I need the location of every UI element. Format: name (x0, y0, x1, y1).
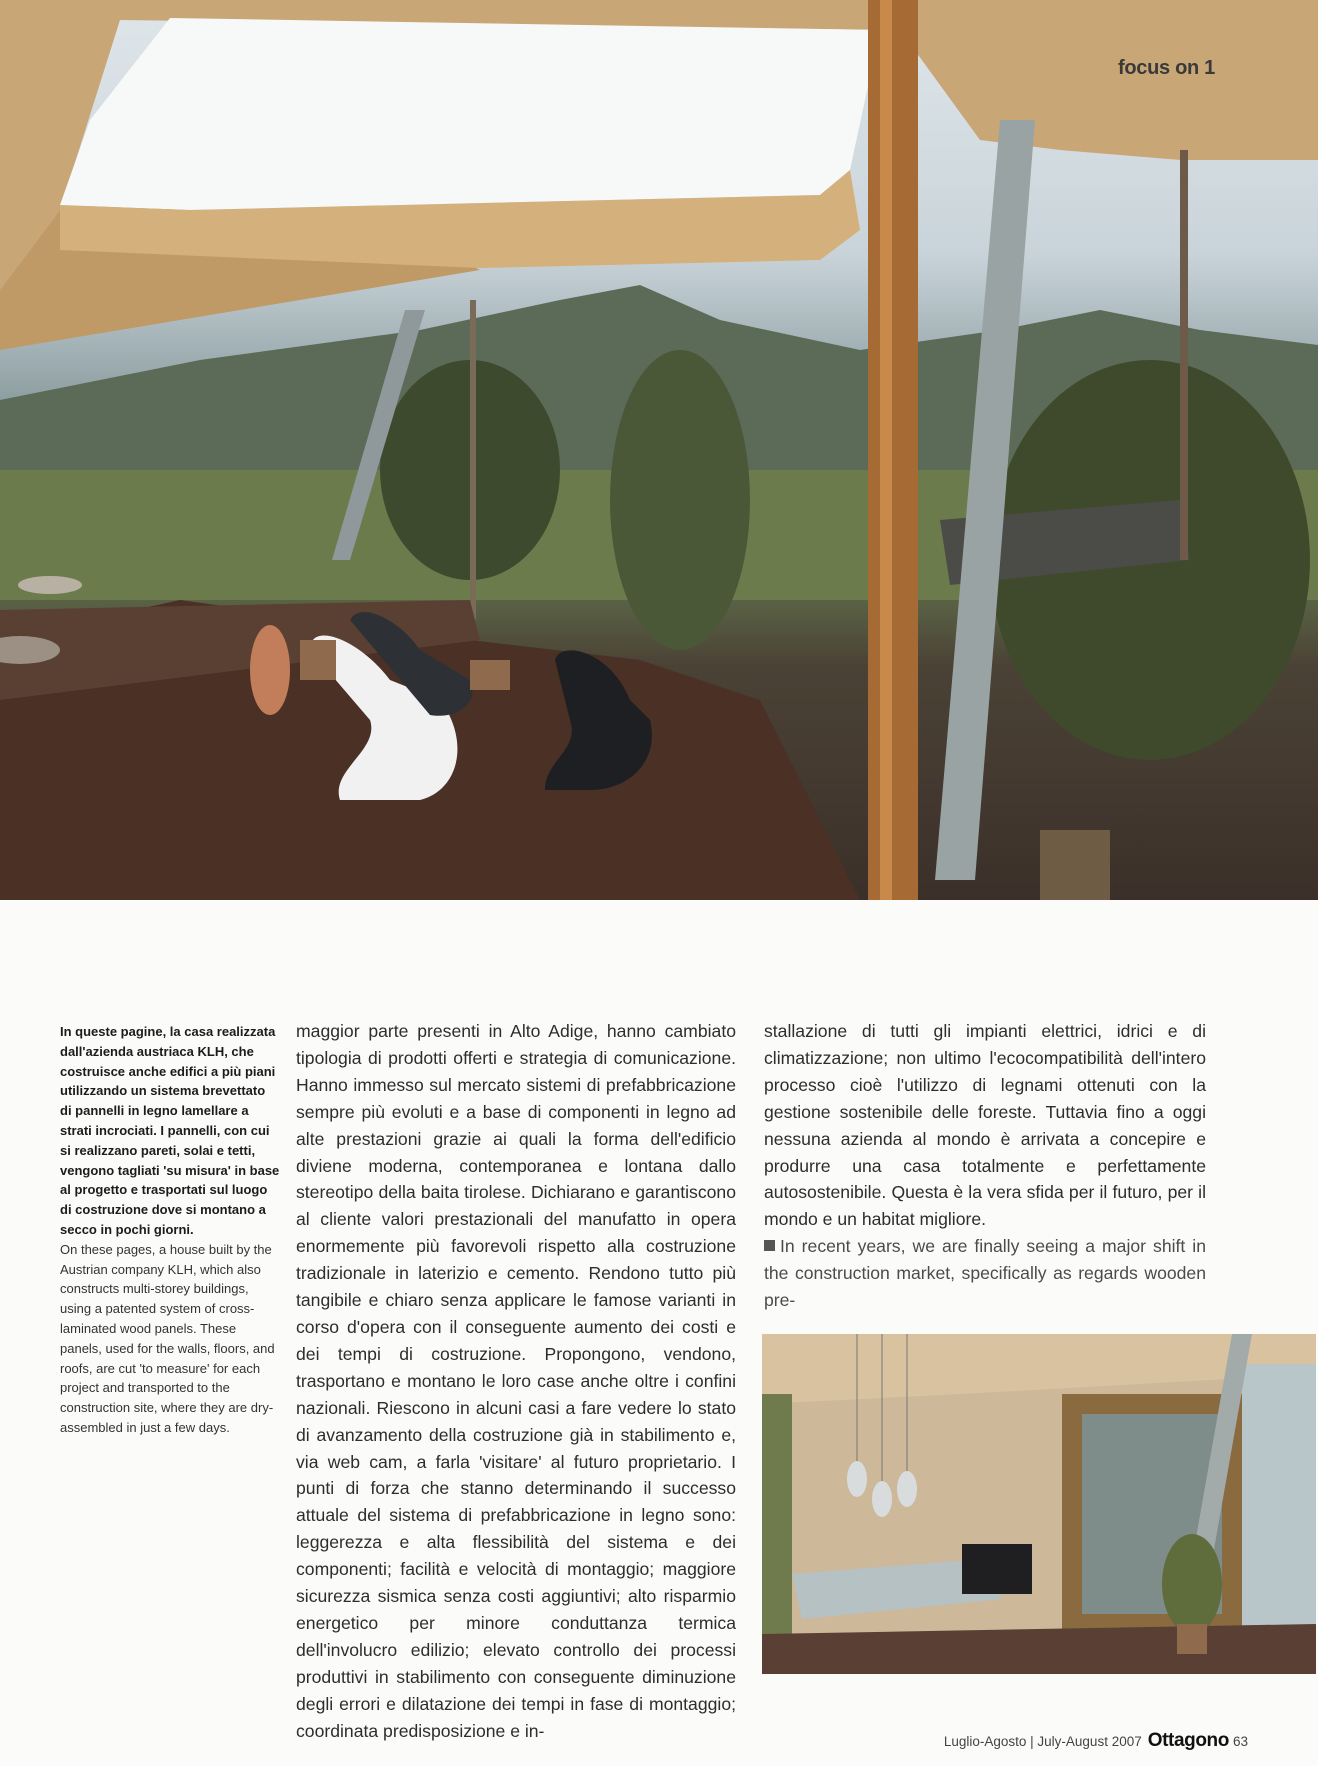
section-label: focus on 1 (1118, 57, 1216, 79)
plant-pot (470, 660, 510, 690)
english-marker-square (764, 1240, 775, 1251)
pendant-lamp (897, 1471, 917, 1507)
dining-room-illustration (762, 1334, 1316, 1674)
body-column-right (764, 1018, 1206, 1311)
potted-plant (1162, 1534, 1222, 1634)
glass-mullion (1180, 150, 1188, 560)
body-right-italian: stallazione di tutti gli impianti elettrici, idrici e di climatizzazione; non ultimo l'ecocompatibilità dell'intero processo cioè l'utilizzo di legnami ottenuti con la gestione sostenibile delle foreste. Tuttavia fino a oggi nessuna azienda al mondo è arrivata a concepire e produrre una casa totalmente e perfettamente autosostenibile. Questa è la vera sfida per il futuro, per il mondo e un habitat migliore. (764, 1021, 1206, 1230)
magazine-name: Ottagono (1147, 1730, 1229, 1751)
body-right-english: In recent years, we are finally seeing a major shift in the construction market, specifically as regards wooden pre- (764, 1236, 1206, 1311)
plant-pot (1177, 1624, 1207, 1654)
page-footer (944, 1730, 1248, 1752)
dining-room-photo (762, 1334, 1316, 1674)
pendant-lamp (847, 1461, 867, 1497)
black-chairs (962, 1544, 1032, 1594)
caption-italian: In queste pagine, la casa realizzata dall'azienda austriaca KLH, che costruisce anche edifici a più piani utilizzando un sistema brevettato di pannelli in legno lamellare a strati incrociati. I pannelli, con cui si realizzano pareti, solai e tetti, vengono tagliati 'su misura' in base al progetto e trasportati sul luogo di costruzione dove si montano a secco in pochi giorni. (60, 1024, 280, 1237)
terracotta-vase (250, 625, 290, 715)
floor-cushion (18, 576, 82, 594)
window-view (1242, 1364, 1316, 1634)
glass-mullion (470, 300, 476, 620)
page-number: 63 (1232, 1734, 1248, 1749)
pendant-lamp (872, 1481, 892, 1517)
wooden-post (868, 0, 918, 900)
window-greenery (762, 1394, 792, 1674)
skylight-opening (60, 18, 880, 210)
photo-caption (60, 1022, 280, 1438)
olive-tree (610, 350, 750, 650)
plant-pot (300, 640, 336, 680)
caption-english: On these pages, a house built by the Austrian company KLH, which also constructs multi-storey buildings, using a patented system of cross-laminated wood panels. These panels, used for the walls, floors, and roofs, are cut 'to measure' for each project and transported to the construction site, where they are dry-assembled in just a few days. (60, 1241, 275, 1435)
plant-pot (1040, 830, 1110, 900)
wooden-post-highlight (880, 0, 892, 900)
body-column-middle: maggior parte presenti in Alto Adige, hanno cambiato tipologia di prodotti offerti e strategia di comunicazione. Hanno immesso sul mercato sistemi di prefabbricazione sempre più evoluti e a base di componenti in legno ad alte prestazioni grazie ai quali la forma dell'edificio diviene moderna, contemporanea e lontana dallo stereotipo della baita tirolese. Dichiarano e garantiscono al cliente valori prestazionali del manufatto in opera enormemente più favorevoli rispetto alla costruzione tradizionale in laterizio e cemento. Rendono tutto più tangibile e chiaro senza applicare le famose varianti in corso d'opera con il conseguente aumento dei costi e dei tempi di costruzione. Propongono, vendono, trasportano e montano le loro case anche oltre i confini nazionali. Riescono in alcuni casi a fare vedere lo stato di avanzamento della costruzione già in stabilimento e, via web cam, a farla 'visitare' al futuro proprietario. I punti di forza che stanno determinando il successo attuale del sistema di prefabbricazione in legno sono: leggerezza e alta flessibilità del sistema e dei componenti; facilità e velocità di montaggio; maggiore sicurezza sismica senza costi aggiuntivi; alto risparmio energetico per minore conduttanza termica dell'involucro edilizio; elevato controllo dei processi produttivi in stabilimento con conseguente diminuzione degli errori e dilatazione dei tempi in fase di montaggio; coordinata predisposizione e in- (296, 1021, 736, 1741)
issue-date: Luglio-Agosto | July-August 2007 (943, 1734, 1142, 1749)
